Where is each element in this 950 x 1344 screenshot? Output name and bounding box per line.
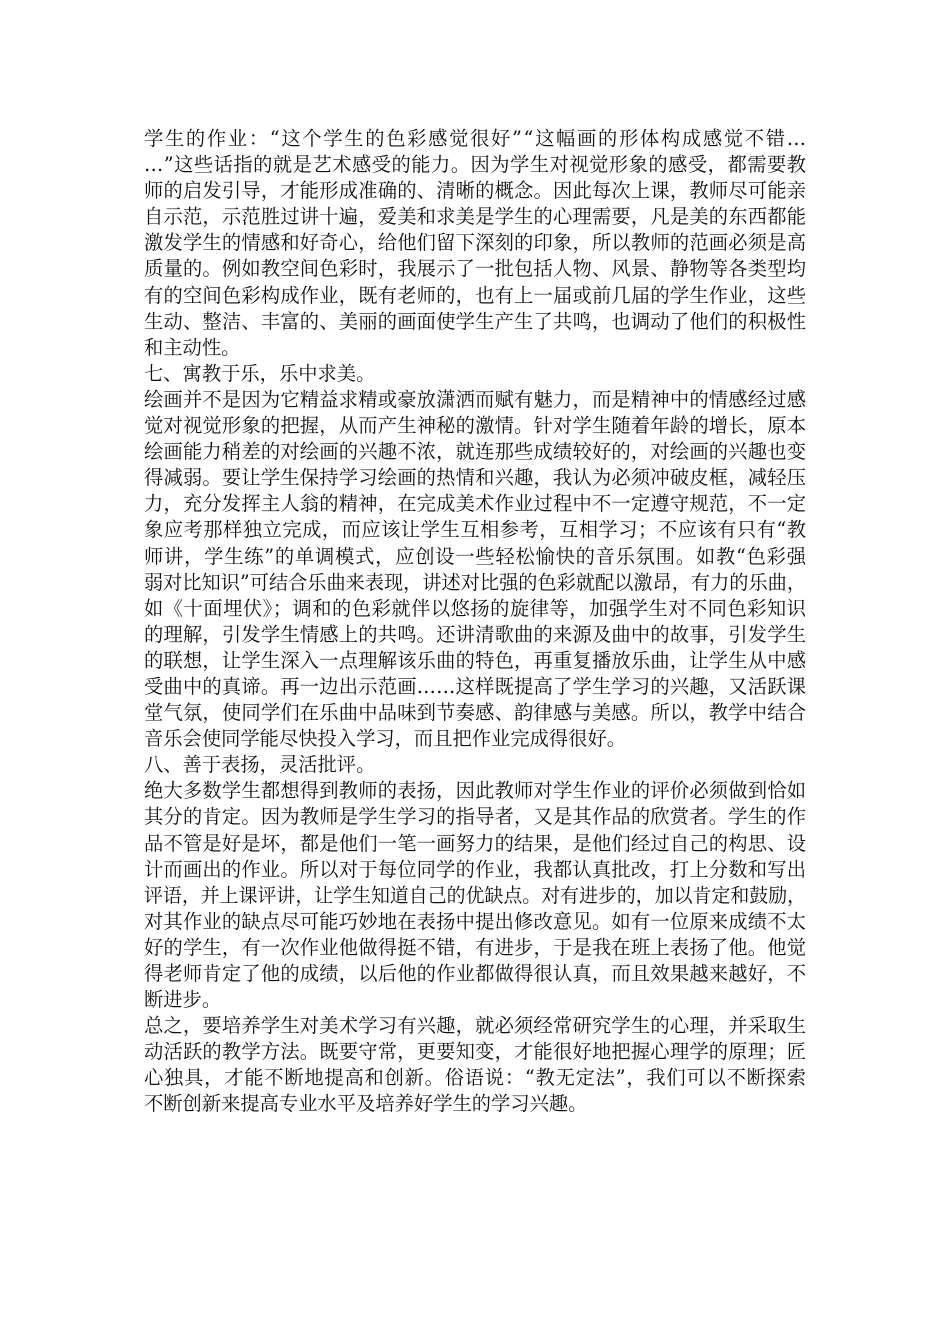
text-line: 觉对视觉形象的把握，从而产生神秘的激情。针对学生随着年龄的增长，原本	[144, 414, 807, 438]
text-line: 品不管是好是坏，都是他们一笔一画努力的结果，是他们经过自己的构思、设	[144, 831, 807, 855]
text-line: 的联想，让学生深入一点理解该乐曲的特色，再重复播放乐曲，让学生从中感	[144, 648, 807, 672]
text-line: …”这些话指的就是艺术感受的能力。因为学生对视觉形象的感受，都需要教	[144, 153, 807, 177]
text-line: 的理解，引发学生情感上的共鸣。还讲清歌曲的来源及曲中的故事，引发学生	[144, 622, 807, 646]
text-line: 断进步。	[144, 988, 222, 1012]
text-line: 音乐会使同学能尽快投入学习，而且把作业完成得很好。	[144, 727, 627, 751]
text-line: 绘画能力稍差的对绘画的兴趣不浓，就连那些成绩较好的，对绘画的兴趣也变	[144, 440, 807, 464]
text-line: 力，充分发挥主人翁的精神，在完成美术作业过程中不一定遵守规范，不一定	[144, 492, 807, 516]
text-line: 其分的肯定。因为教师是学生学习的指导者，又是其作品的欣赏者。学生的作	[144, 805, 807, 829]
text-line: 总之，要培养学生对美术学习有兴趣，就必须经常研究学生的心理，并采取生	[144, 1014, 807, 1038]
text-line: 受曲中的真谛。再一边出示范画……这样既提高了学生学习的兴趣，又活跃课	[144, 674, 807, 698]
text-line: 师讲，学生练”的单调模式，应创设一些轻松愉快的音乐氛围。如教“色彩强	[144, 544, 807, 568]
text-line: 有的空间色彩构成作业，既有老师的，也有上一届或前几届的学生作业，这些	[144, 283, 807, 307]
text-line: 绘画并不是因为它精益求精或豪放潇洒而赋有魅力，而是精神中的情感经过感	[144, 387, 807, 411]
text-line: 质量的。例如教空间色彩时，我展示了一批包括人物、风景、静物等各类型均	[144, 257, 807, 281]
text-line: 堂气氛，使同学们在乐曲中品味到节奏感、韵律感与美感。所以，教学中结合	[144, 701, 807, 725]
section-heading: 七、寓教于乐，乐中求美。	[144, 361, 376, 385]
section-heading: 八、善于表扬，灵活批评。	[144, 753, 376, 777]
text-line: 象应考那样独立完成，而应该让学生互相参考，互相学习；不应该有只有“教	[144, 518, 807, 542]
text-line: 评语，并上课评讲，让学生知道自己的优缺点。对有进步的，加以肯定和鼓励，	[144, 883, 807, 907]
text-line: 动活跃的教学方法。既要守常，更要知变，才能很好地把握心理学的原理；匠	[144, 1040, 807, 1064]
text-line: 弱对比知识”可结合乐曲来表现，讲述对比强的色彩就配以激昂，有力的乐曲，	[144, 570, 807, 594]
text-line: 激发学生的情感和好奇心，给他们留下深刻的印象，所以教师的范画必须是高	[144, 231, 807, 255]
text-line: 计而画出的作业。所以对于每位同学的作业，我都认真批改，打上分数和写出	[144, 857, 807, 881]
text-line: 自示范，示范胜过讲十遍，爱美和求美是学生的心理需要，凡是美的东西都能	[144, 205, 807, 229]
text-line: 不断创新来提高专业水平及培养好学生的学习兴趣。	[144, 1092, 588, 1116]
text-line: 绝大多数学生都想得到教师的表扬，因此教师对学生作业的评价必须做到恰如	[144, 779, 807, 803]
text-line: 对其作业的缺点尽可能巧妙地在表扬中提出修改意见。如有一位原来成绩不太	[144, 909, 807, 933]
text-line: 得老师肯定了他的成绩，以后他的作业都做得很认真，而且效果越来越好，不	[144, 962, 807, 985]
text-line: 如《十面埋伏》；调和的色彩就伴以悠扬的旋律等，加强学生对不同色彩知识	[144, 596, 807, 620]
text-line: 师的启发引导，才能形成准确的、清晰的概念。因此每次上课，教师尽可能亲	[144, 179, 807, 203]
text-line: 生动、整洁、丰富的、美丽的画面使学生产生了共鸣，也调动了他们的积极性	[144, 309, 807, 333]
text-line: 好的学生，有一次作业他做得挺不错，有进步，于是我在班上表扬了他。他觉	[144, 935, 807, 959]
text-line: 和主动性。	[144, 335, 241, 359]
document-body	[144, 126, 806, 1118]
text-line: 心独具，才能不断地提高和创新。俗语说：“教无定法”，我们可以不断探索	[144, 1066, 807, 1090]
text-line: 得减弱。要让学生保持学习绘画的热情和兴趣，我认为必须冲破皮框，减轻压	[144, 466, 807, 490]
text-line: 学生的作业：“这个学生的色彩感觉很好”“这幅画的形体构成感觉不错…	[144, 127, 808, 150]
